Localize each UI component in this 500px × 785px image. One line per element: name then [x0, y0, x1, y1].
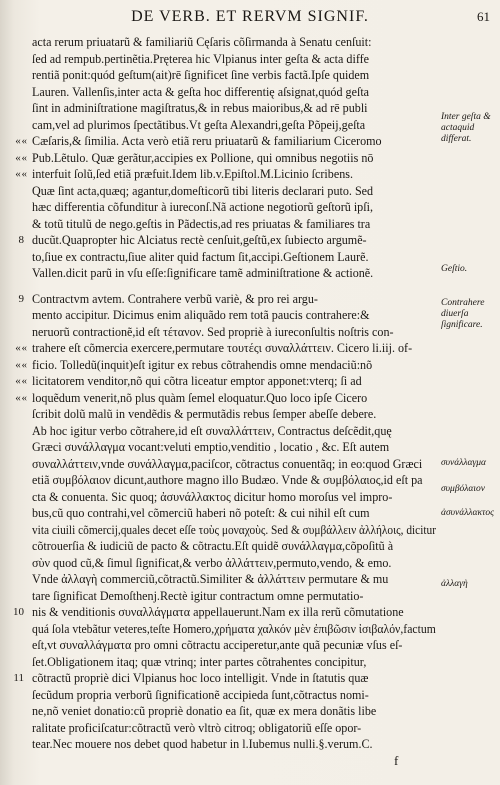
text-line	[32, 34, 438, 51]
line-text: Contractvm avtem. Contrahere verbũ variè, & pro rei argu-	[32, 291, 318, 306]
quotation-mark: « «	[15, 135, 26, 147]
margin-note: Geſtio.	[441, 264, 468, 274]
text-line	[32, 100, 438, 117]
faded-stamp	[128, 748, 206, 774]
page-header	[0, 8, 500, 32]
line-text: & totũ titulũ de nego.geſtis in Pãdectis,ad res priuatas & familiares tra	[32, 216, 371, 231]
page-number: 61	[477, 9, 490, 24]
text-line	[32, 406, 438, 423]
line-text: interfuit ſolũ,ſed etiã præfuit.Idem lib.v.Epiſtol.M.Licinio ſcribens.	[32, 167, 353, 181]
line-text: ſcribit dolũ malũ in vendẽdis & permutãdis rebus ſemper abeſſe debere.	[32, 407, 377, 421]
line-text: συναλλάττειν,vnde συνάλλαγμα,paciſcor, cõtractus conuentãq; in eo:quod Græci	[32, 456, 423, 471]
running-head: DE VERB. ET RERVM SIGNIF.	[131, 8, 369, 25]
text-line	[15, 340, 438, 357]
text-line	[18, 232, 438, 249]
line-text: bus,cũ quo contrahi,vel cõmerciũ haberi nõ poteſt: & cui nihil eſt cum	[32, 506, 370, 520]
text-line	[32, 588, 438, 605]
quotation-mark: « «	[15, 151, 26, 164]
text-line	[32, 720, 438, 737]
text-line	[13, 604, 438, 621]
text-line	[15, 150, 438, 167]
line-text: ralitate proficiſcatur:cõtractũ verò vltrò citroq; obligatoriũ eſſe opor-	[32, 720, 362, 735]
line-text: mento accipitur. Dicimus enim aliquãdo rem totã paucis contrahere:&	[32, 308, 370, 322]
quotation-mark: « «	[15, 391, 26, 404]
text-line	[18, 291, 438, 308]
line-text: vita ciuili cõmercij,quales decet eſſe τοὺς μοναχοὺς. Sed & συμβάλλειν ἀλλήλοις, dicitur	[32, 522, 437, 537]
line-text: Lauren. Vallenſis,inter acta & geſta hoc differentię aſsignat,quód geſta	[32, 84, 370, 99]
line-text: licitatorem venditor,nõ qui cõtra liceatur emptor apponet:vterq; ſi ad	[32, 374, 362, 388]
section-number: 11	[13, 672, 24, 684]
text-line	[13, 670, 438, 687]
line-text: quá ſola vtebãtur veteres,teſte Homero,χρήματα χαλκόν μὲν ἐπιβῶσιν ἰσιβαλόν,factum	[32, 621, 436, 636]
text-line	[32, 84, 438, 101]
line-text: etiã συμβόλαιον dicunt,authore magno illo Budæo. Vnde & συμβόλαιος,id eſt pa	[32, 473, 423, 487]
line-text: cõtrouerſia & iudiciũ de pacto & cõtractu.Eſt quidẽ συνάλλαγμα,cõpoſitũ à	[32, 539, 394, 553]
line-text: ne,nõ veniet donatio:cũ propriè donatio ea ſit, quæ ex mera donãtis libe	[32, 704, 377, 718]
margin-note: συνάλλαγμα	[441, 458, 486, 468]
quotation-mark: « «	[15, 342, 26, 354]
text-line	[32, 637, 438, 654]
text-line	[32, 199, 438, 216]
line-text: ſet.Obligationem itaq; quæ vtrinq; inter partes cõtrahentes concipitur,	[32, 654, 367, 669]
text-line	[32, 736, 438, 753]
line-text: cam,vel ad plurimos ſpectãtibus.Vt geſta Alexandri,geſta Põpeij,geſta	[32, 117, 366, 132]
text-line	[15, 357, 438, 374]
main-text-block	[13, 34, 438, 753]
line-text: to,ſiue ex contractu,ſiue aliter quid factum ſit,accipi.Geſtionem Laurẽ.	[32, 249, 369, 264]
margin-note: ἀλλαγὴ	[441, 579, 468, 589]
text-line	[32, 505, 438, 522]
line-text: cta & conuenta. Sic quoq; ἀσυνάλλακτος dicitur homo moroſus vel impro-	[32, 489, 393, 504]
text-line	[32, 324, 438, 341]
text-line	[32, 538, 438, 555]
text-line	[32, 687, 438, 704]
text-line	[32, 183, 438, 200]
line-text: trahere eſt cõmercia exercere,permutare τουτέςι συναλλάττειν. Cicero li.iij. of-	[32, 341, 413, 355]
line-text: ducũt.Quapropter hic Alciatus rectè cenſuit,geſtũ,ex ſubiecto argumẽ-	[32, 233, 367, 247]
text-line	[32, 571, 438, 588]
quotation-mark: « «	[15, 375, 26, 387]
text-line	[32, 423, 438, 440]
text-line	[32, 67, 438, 84]
text-line	[32, 703, 438, 720]
line-text: Ab hoc igitur verbo cõtrahere,id eſt συναλλάττειν, Contractus deſcẽdit,quę	[32, 423, 392, 438]
line-text: loquẽdum venerit,nõ plus quàm ſemel eloquatur.Quo loco ipſe Cicero	[32, 390, 368, 405]
line-text: Vallen.dicit parũ in vſu eſſe:ſignificare tamẽ adminiſtratione & actionẽ.	[32, 266, 374, 280]
text-line	[32, 489, 438, 506]
text-line	[15, 373, 438, 390]
quotation-mark: « «	[15, 168, 26, 180]
line-text: σὺν quod cũ,& ſimul ſignificat,& verbo ἀλλάττειν,permuto,vendo, & emo.	[32, 555, 392, 570]
line-text: ficio. Tolledũ(inquit)eſt igitur ex rebus cõtrahendis omne mendaciũ:nõ	[32, 357, 373, 372]
line-text: nis & venditionis συναλλάγματα appellauerunt.Nam ex illa rerũ cõmutatione	[32, 605, 404, 619]
text-line	[32, 265, 438, 282]
line-text: ſecũdum propria verborũ ſignificationẽ accipieda ſunt,cõtractus nomi-	[32, 687, 369, 702]
line-text: cõtractũ propriè dici Vlpianus hoc loco intelligit. Vnde in ſtatutis quæ	[32, 671, 369, 685]
line-text: rentiã ponit:quód geſtum(ait)rē ſignificet ſine verbis factã.Ipſe quidem	[32, 68, 370, 82]
line-text: tear.Nec mouere nos debet quod habetur in l.Iubemus nulli.§.verum.C.	[32, 737, 373, 751]
text-line	[32, 456, 438, 473]
line-text: Græci συνάλλαγμα vocant:veluti emptio,venditio , locatio , &c. Eſt autem	[32, 440, 390, 454]
quotation-mark: « «	[15, 358, 26, 371]
margin-note: ἀσυνάλλακτος	[441, 508, 495, 518]
section-number: 10	[13, 606, 24, 618]
margin-note: Contrahere diuerſa ſignificare.	[441, 298, 485, 330]
text-line	[32, 117, 438, 134]
line-text: neruorũ contractionẽ,id eſt τέτανον. Sed propriè à iureconſultis noſtris con-	[32, 324, 394, 339]
margin-notes	[441, 0, 499, 785]
section-number: 8	[18, 234, 24, 246]
text-line	[32, 307, 438, 324]
text-line	[32, 621, 438, 638]
margin-note: Inter geſta & actaquid differat.	[441, 112, 491, 144]
text-line	[32, 216, 438, 233]
section-number: 9	[18, 292, 24, 305]
text-line	[32, 472, 438, 489]
text-line	[32, 522, 438, 539]
line-text: ſint in adminiſtratione magiſtratus,& in rebus maioribus,& ad rē publi	[32, 101, 368, 115]
text-line	[32, 439, 438, 456]
line-text: Pub.Lẽtulo. Quæ gerãtur,accipies ex Pollione, qui omnibus negotiis nō	[32, 150, 374, 165]
text-line	[15, 166, 438, 183]
text-line	[32, 51, 438, 68]
line-text: tare ſignificat Demoſthenj.Rectè igitur contractum omne permutatio-	[32, 588, 364, 603]
paragraph-gap	[32, 282, 438, 291]
line-text: eſt,vt συναλλάγματα pro omni cõtractu acciperetur,ante quã pecuniæ vſus eſ-	[32, 638, 403, 652]
signature-mark: f	[394, 753, 399, 768]
line-text: hæc differentia cõfunditur à iureconſ.Nã actione negotiorũ geſtorũ ipſi,	[32, 200, 373, 214]
text-line	[32, 654, 438, 671]
text-line	[32, 249, 438, 266]
text-line	[32, 555, 438, 572]
margin-note: συμβόλαιον	[441, 484, 486, 494]
line-text: Quæ ſint acta,quæq; agantur,domeſticorũ tibi literis declarari puto. Sed	[32, 183, 374, 198]
line-text: ſed ad rempub.pertinẽtia.Pręterea hic Vlpianus inter geſta & acta diffe	[32, 51, 370, 66]
text-line	[15, 133, 438, 150]
line-text: acta rerum priuatarũ & familiariũ Cęſaris cõſirmanda à Senatu cenſuit:	[32, 35, 372, 49]
line-text: Cæſaris,& ſimilia. Acta verò etiã reru priuatarũ & familiarium Ciceromo	[32, 134, 382, 148]
line-text: Vnde ἀλλαγὴ commerciũ,cõtractũ.Similiter & ἀλλάττειν permutare & mu	[32, 572, 389, 586]
text-line	[15, 390, 438, 407]
